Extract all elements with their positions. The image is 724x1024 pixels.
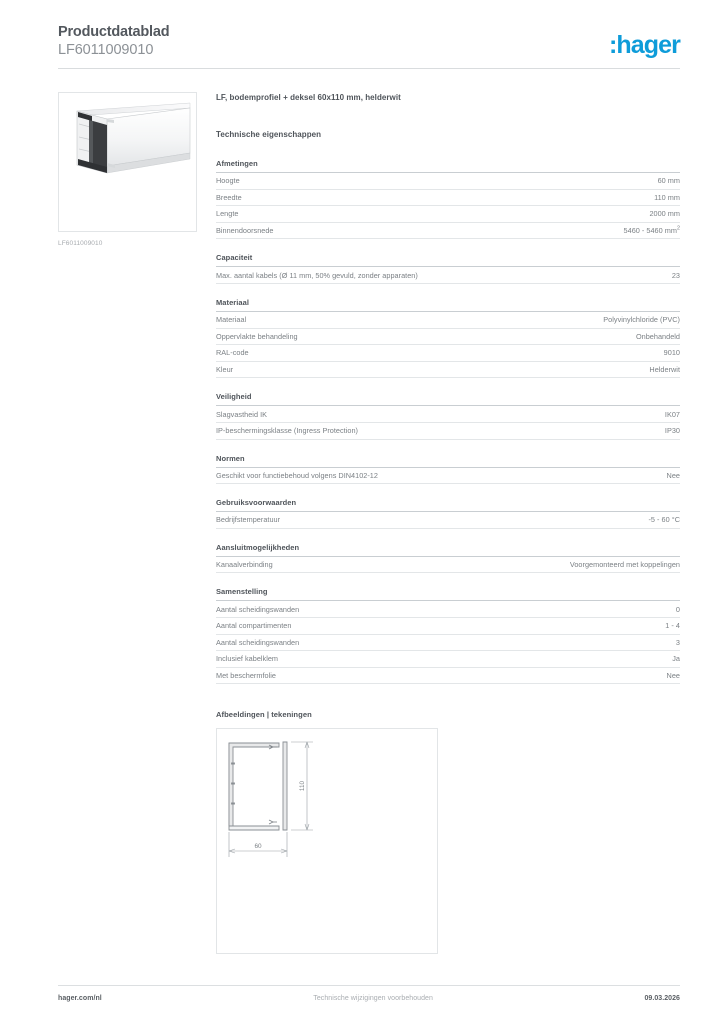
spec-value: -5 - 60 °C	[648, 515, 680, 525]
spec-label: Materiaal	[216, 315, 247, 325]
spec-group	[216, 253, 680, 284]
main-content	[216, 92, 680, 954]
product-figure	[58, 92, 197, 247]
spec-value: Voorgemonteerd met koppelingen	[569, 560, 680, 570]
drawing-box	[216, 728, 438, 954]
header-divider	[58, 68, 680, 69]
spec-value: 2000 mm	[649, 209, 680, 219]
spec-row	[216, 190, 680, 207]
spec-group	[216, 454, 680, 485]
spec-value: IP30	[664, 426, 680, 436]
spec-label: Slagvastheid IK	[216, 409, 268, 419]
spec-value: Ja	[672, 654, 680, 664]
spec-value: 5460 - 5460 $mm^2$	[623, 225, 680, 236]
spec-label: Aantal scheidingswanden	[216, 604, 300, 614]
spec-group	[216, 498, 680, 529]
product-name: LF, bodemprofiel + deksel 60x110 mm, helderwit	[216, 93, 401, 102]
page-header	[58, 24, 680, 64]
footer-divider	[58, 985, 680, 986]
spec-label: Max. aantal kabels (Ø 11 mm, 50% gevuld, zonder apparaten)	[216, 270, 418, 280]
spec-group	[216, 543, 680, 574]
spec-label: Kanaalverbinding	[216, 560, 273, 570]
hager-logo	[609, 32, 680, 58]
dimension-width-label: 60	[254, 843, 262, 851]
spec-label: Aantal scheidingswanden	[216, 637, 300, 647]
spec-group	[216, 587, 680, 684]
spec-value: 3	[675, 637, 680, 647]
footer-website[interactable]: hager.com/nl	[58, 995, 102, 1002]
page-footer	[58, 995, 680, 1002]
spec-label: Oppervlakte behandeling	[216, 331, 298, 341]
spec-row	[216, 423, 680, 440]
spec-row	[216, 362, 680, 379]
spec-row	[216, 635, 680, 652]
spec-label: Binnendoorsnede	[216, 226, 274, 236]
spec-value: Helderwit	[649, 365, 680, 375]
spec-value: 23	[671, 270, 680, 280]
spec-value: IK07	[664, 409, 680, 419]
spec-group-title: Veiligheid	[216, 392, 680, 406]
spec-value: 0	[675, 604, 680, 614]
spec-row	[216, 557, 680, 574]
spec-row	[216, 345, 680, 362]
spec-label: Hoogte	[216, 176, 240, 186]
spec-label: Lengte	[216, 209, 239, 219]
spec-group-title: Afmetingen	[216, 159, 680, 173]
page-title: Productdatablad	[58, 24, 170, 40]
product-photo-icon	[59, 93, 196, 231]
footer-date: 09.03.2026	[644, 995, 680, 1002]
spec-group-title: Gebruiksvoorwaarden	[216, 498, 680, 512]
spec-row	[216, 173, 680, 190]
spec-value: 1 - 4	[665, 621, 680, 631]
spec-row	[216, 668, 680, 685]
spec-group	[216, 159, 680, 239]
spec-row	[216, 329, 680, 346]
spec-group-title: Samenstelling	[216, 587, 680, 601]
spec-group-title: Materiaal	[216, 298, 680, 312]
spec-group-title: Normen	[216, 454, 680, 468]
dimension-height-label: 110	[299, 781, 306, 792]
logo-colon-icon: :	[608, 31, 617, 59]
spec-row	[216, 651, 680, 668]
spec-row	[216, 468, 680, 485]
spec-group-title: Capaciteit	[216, 253, 680, 267]
spec-value: 9010	[663, 348, 680, 358]
product-image-box	[58, 92, 197, 232]
spec-value: 60 mm	[657, 176, 680, 186]
spec-row	[216, 223, 680, 240]
footer-disclaimer: Technische wijzigingen voorbehouden	[313, 995, 433, 1002]
spec-label: Kleur	[216, 365, 234, 375]
logo-wordmark: hager	[616, 31, 680, 59]
spec-label: Breedte	[216, 192, 242, 202]
profile-cross-section-drawing	[217, 729, 437, 953]
spec-value: Nee	[666, 670, 680, 680]
spec-row	[216, 406, 680, 423]
spec-value: Polyvinylchloride (PVC)	[603, 315, 680, 325]
drawings-title: Afbeeldingen | tekeningen	[216, 710, 312, 720]
spec-row	[216, 312, 680, 329]
spec-value: 110 mm	[654, 192, 680, 202]
spec-row	[216, 206, 680, 223]
spec-label: Aantal compartimenten	[216, 621, 292, 631]
spec-value: Onbehandeld	[635, 331, 680, 341]
spec-group	[216, 298, 680, 378]
spec-value: Nee	[666, 470, 680, 480]
spec-row	[216, 618, 680, 635]
spec-group	[216, 392, 680, 439]
spec-group-title: Aansluitmogelijkheden	[216, 543, 680, 557]
spec-row	[216, 601, 680, 618]
product-figure-caption: LF6011009010	[58, 240, 103, 247]
spec-label: Bedrijfstemperatuur	[216, 515, 281, 525]
drawings-section	[216, 710, 680, 954]
technical-properties-heading: Technische eigenschappen	[216, 130, 322, 139]
spec-row	[216, 512, 680, 529]
product-reference: LF6011009010	[58, 42, 154, 58]
spec-label: Geschikt voor functiebehoud volgens DIN4102-12	[216, 470, 378, 480]
spec-label: Inclusief kabelklem	[216, 654, 279, 664]
spec-label: RAL-code	[216, 348, 249, 358]
spec-label: IP-beschermingsklasse (Ingress Protection)	[216, 426, 358, 436]
spec-row	[216, 267, 680, 284]
spec-label: Met beschermfolie	[216, 670, 276, 680]
specifications	[216, 159, 680, 684]
